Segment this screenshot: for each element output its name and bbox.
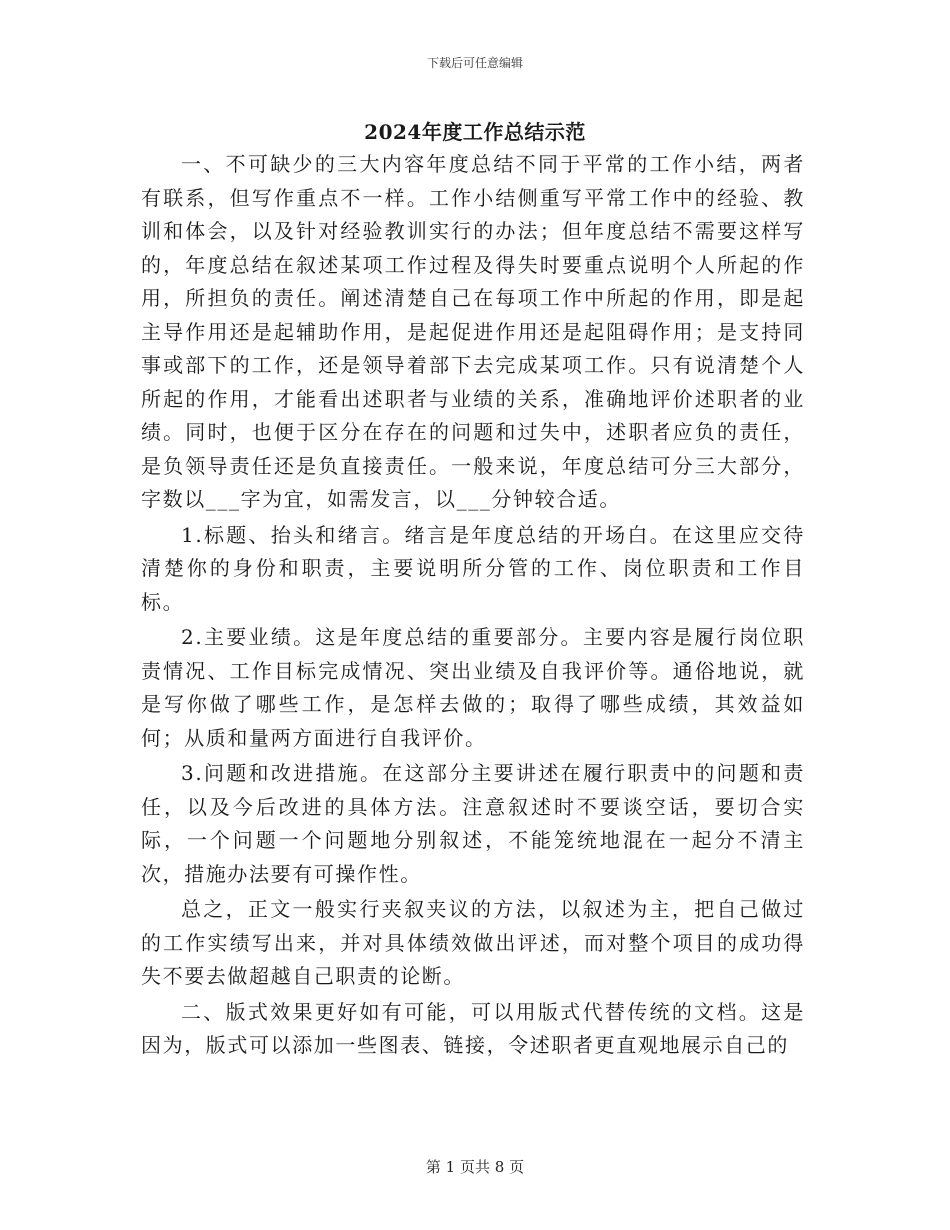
paragraph-summary: 总之，正文一般实行夹叙夹议的方法，以叙述为主，把自己做过的工作实绩写出来，并对具体绩效做出评述，而对整个项目的成功得失不要去做超越自己职责的论断。 [141, 897, 805, 988]
header-note: 下载后可任意编辑 [426, 56, 523, 70]
paragraph-title-section: 1.标题、抬头和绪言。绪言是年度总结的开场白。在这里应交待清楚你的身份和职责，主要说明所分管的工作、岗位职责和工作目标。 [141, 522, 805, 614]
paragraph-layout: 二、版式效果更好如有可能，可以用版式代替传统的文档。这是因为，版式可以添加一些图表、链接，令述职者更直观地展示自己的 [141, 999, 805, 1057]
page-footer: 第 1 页共 8 页 [425, 1158, 525, 1176]
document-body [141, 148, 805, 1065]
paragraph-intro: 一、不可缺少的三大内容年度总结不同于平常的工作小结，两者有联系，但写作重点不一样。工作小结侧重写平常工作中的经验、教训和体会，以及针对经验教训实行的办法；但年度总结不需要这样写的，年度总结在叙述某项工作过程及得失时要重点说明个人所起的作用，所担负的责任。阐述清楚自己在每项工作中所起的作用，即是起主导作用还是起辅助作用，是起促进作用还是起阻碍作用；是支持同事或部下的工作，还是领导着部下去完成某项工作。只有说清楚个人所起的作用，才能看出述职者与业绩的关系，准确地评价述职者的业绩。同时，也便于区分在存在的问题和过失中，述职者应负的责任，是负领导责任还是负直接责任。一般来说，年度总结可分三大部分，字数以___字为宜，如需发言，以___分钟较合适。 [141, 152, 805, 511]
document-title: 2024年度工作总结示范 [364, 120, 586, 144]
paragraph-achievements: 2.主要业绩。这是年度总结的重要部分。主要内容是履行岗位职责情况、工作目标完成情况、突出业绩及自我评价等。通俗地说，就是写你做了哪些工作，是怎样去做的；取得了哪些成绩，其效益如何；从质和量两方面进行自我评价。 [141, 625, 805, 750]
paragraph-problems: 3.问题和改进措施。在这部分主要讲述在履行职责中的问题和责任，以及今后改进的具体方法。注意叙述时不要谈空话，要切合实际，一个问题一个问题地分别叙述，不能笼统地混在一起分不清主次，措施办法要有可操作性。 [141, 761, 805, 886]
